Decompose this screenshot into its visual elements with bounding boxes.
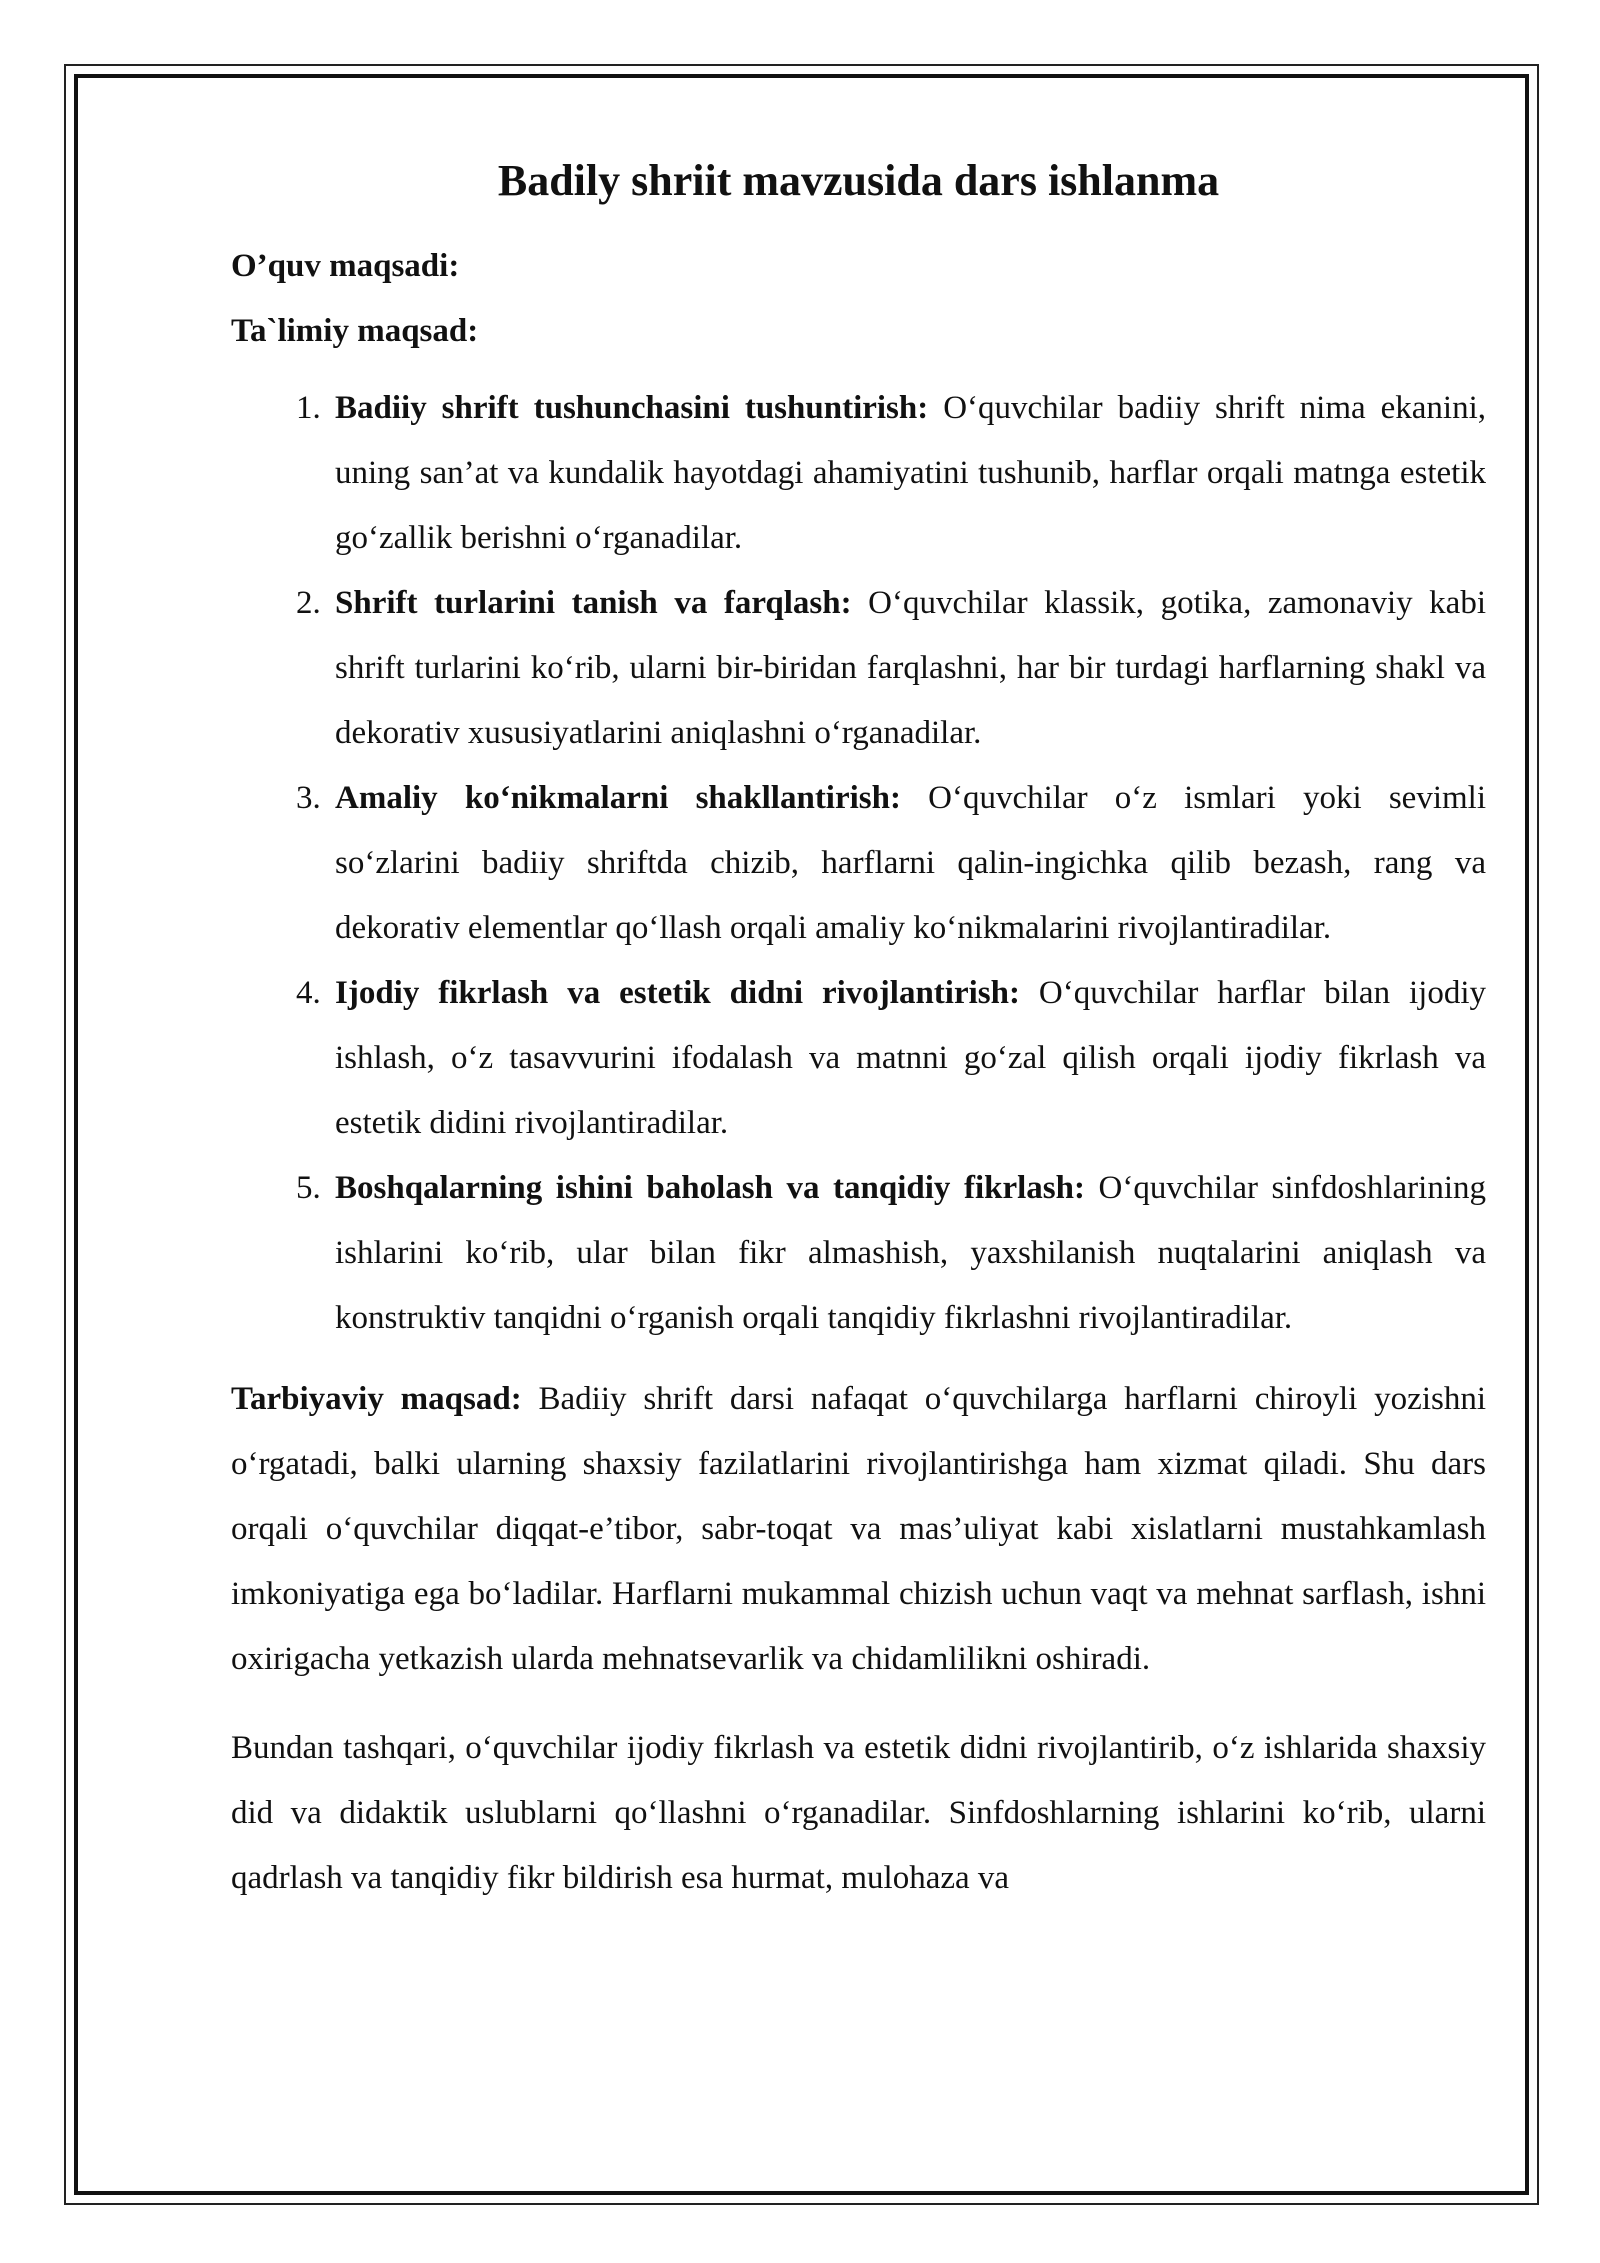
upbringing-goal-text: Badiiy shrift darsi nafaqat o‘quvchilarga harflarni chiroyli yozishni o‘rgatadi, balki ularning shaxsiy fazilatlarini rivojlantirishga ham xizmat qiladi. Shu dars orqali o‘quvchilar diqqat-e’tibor, sabr-toqat va mas’uliyat kabi xislatlarni mustahkamlash imkoniyatiga ega bo‘ladilar. Harflarni mukammal chizish uchun vaqt va mehnat sarflash, ishni oxirigacha yetkazish ularda mehnatsevarlik va chidamlilikni oshiradi. (231, 1381, 1486, 1677)
upbringing-goal-term: Tarbiyaviy maqsad: (231, 1381, 522, 1417)
list-item-term: Amaliy ko‘nikmalarni shakllantirish: (335, 780, 901, 816)
list-item-text: O‘quvchilar sinfdoshlarining ishlarini ko‘rib, ular bilan fikr almashish, yaxshilanish nuqtalarini aniqlash va konstruktiv tanqidni o‘rganish orqali tanqidiy fikrlashni rivojlantiradilar. (335, 1170, 1486, 1336)
closing-paragraph: Bundan tashqari, o‘quvchilar ijodiy fikrlash va estetik didni rivojlantirib, o‘z ishlarida shaxsiy did va didaktik uslublarni qo‘llashni o‘rganadilar. Sinfdoshlarning ishlarini ko‘rib, ularni qadrlash va tanqidiy fikr bildirish esa hurmat, mulohaza va (231, 1730, 1486, 1896)
list-item-term: Ijodiy fikrlash va estetik didni rivojlantirish: (335, 975, 1020, 1011)
list-item (329, 376, 1486, 571)
heading-learning-goal: O’quv maqsadi: (231, 248, 460, 284)
list-item-text: O‘quvchilar klassik, gotika, zamonaviy kabi shrift turlarini ko‘rib, ularni bir-biridan farqlashni, har bir turdagi harflarning shakl va dekorativ xususiyatlarini aniqlashni o‘rganadilar. (335, 585, 1486, 751)
list-item-text: O‘quvchilar harflar bilan ijodiy ishlash, o‘z tasavvurini ifodalash va matnni go‘zal qilish orqali ijodiy fikrlash va estetik didini rivojlantiradilar. (335, 975, 1486, 1141)
list-item (329, 766, 1486, 961)
document-body (231, 150, 1486, 1911)
list-item (329, 571, 1486, 766)
list-item-term: Badiiy shrift tushunchasini tushuntirish: (335, 390, 929, 426)
heading-educational-goal: Ta`limiy maqsad: (231, 313, 479, 349)
list-item-text: O‘quvchilar o‘z ismlari yoki sevimli so‘zlarini badiiy shriftda chizib, harflarni qalin-ingichka qilib bezash, rang va dekorativ elementlar qo‘llash orqali amaliy ko‘nikmalarini rivojlantiradilar. (335, 780, 1486, 946)
list-item-text: O‘quvchilar badiiy shrift nima ekanini, uning san’at va kundalik hayotdagi ahamiyatini tushunib, harflar orqali matnga estetik go‘zallik berishni o‘rganadilar. (335, 390, 1486, 556)
document-title: Badily shriit mavzusida dars ishlanma (497, 156, 1220, 205)
list-item (329, 961, 1486, 1156)
list-item-term: Boshqalarning ishini baholash va tanqidiy fikrlash: (335, 1170, 1085, 1206)
upbringing-goal-paragraph (231, 1367, 1486, 1692)
list-item (329, 1156, 1486, 1351)
list-item-term: Shrift turlarini tanish va farqlash: (335, 585, 852, 621)
goals-list (231, 376, 1486, 1351)
